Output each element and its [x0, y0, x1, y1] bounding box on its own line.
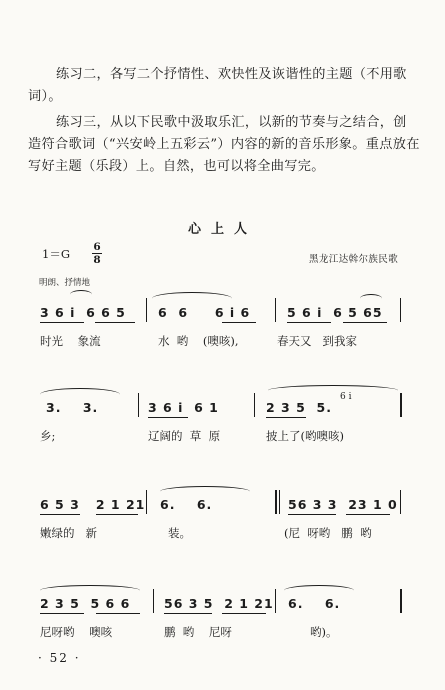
barline — [275, 298, 276, 322]
meter-top: 6 — [93, 241, 101, 253]
beam — [40, 514, 80, 515]
barline — [153, 589, 154, 613]
exercise-three-paragraph: 练习三，从以下民歌中汲取乐汇，以新的节奏与之结合，创造符合歌词（“兴安岭上五彩云”）内容的新的音乐形象。重点放在写好主题（乐段）上。自然，也可以将全曲写完。 — [28, 115, 420, 174]
lyric-line: 水 哟 (噢咳), — [158, 334, 239, 348]
measure-notes: 6. 6. — [288, 596, 341, 611]
exercise-two-paragraph: 练习二，各写二个抒情性、欢快性及诙谐性的主题（不用歌词）。 — [28, 67, 407, 104]
barline — [146, 298, 147, 322]
slur — [284, 585, 354, 596]
measure-notes: 2 3 5 5 6 6 — [40, 596, 131, 611]
song-source: 黑龙江达斡尔族民歌 — [309, 254, 399, 265]
beam — [287, 322, 331, 323]
beam — [40, 322, 84, 323]
measure-notes: 6 5 3 2 1 21 — [40, 497, 146, 512]
beam — [96, 613, 140, 614]
measure-notes: 56 3 3 23 1 0 — [288, 497, 398, 512]
barline — [138, 393, 139, 417]
grace-notes: 6 i — [340, 392, 352, 402]
beam — [164, 613, 212, 614]
measure-notes: 5 6 i 6 5 65 — [287, 305, 383, 320]
meter-bottom: 8 — [93, 254, 101, 266]
barline — [275, 490, 277, 514]
beam — [222, 322, 256, 323]
barline — [275, 589, 276, 613]
key-signature: 1＝G — [42, 247, 71, 261]
lyric-line: 装。 — [168, 526, 191, 540]
beam — [266, 417, 306, 418]
lyric-line: 嫩绿的 新 — [40, 526, 97, 540]
measure-notes: 3 6 i 6 1 — [148, 400, 219, 415]
lyric-line: 尼呀哟 噢咳 — [40, 625, 113, 639]
beam — [40, 613, 84, 614]
beam — [148, 417, 188, 418]
lyric-line: 披上了(哟噢咳) — [266, 429, 344, 443]
lyric-line: 哟)。 — [310, 625, 338, 639]
tempo-marking: 明朗、抒情地 — [39, 278, 91, 288]
lyric-line: 春天又 到我家 — [277, 334, 357, 348]
lyric-line: (尼 呀哟 鹏 哟 — [284, 526, 372, 540]
beam — [95, 322, 135, 323]
measure-notes: 2 3 5 5. — [266, 400, 332, 415]
song-title: 心上人 — [187, 222, 257, 237]
barline — [400, 589, 402, 613]
measure-notes: 3 6 i 6 6 5 — [40, 305, 126, 320]
barline — [146, 490, 147, 514]
slur — [152, 292, 232, 305]
beam — [222, 613, 266, 614]
measure-notes: 56 3 5 2 1 21 — [164, 596, 274, 611]
beam — [343, 322, 387, 323]
measure-notes: 6 6 6 i 6 — [158, 305, 251, 320]
time-signature — [92, 242, 102, 265]
lyric-line: 乡; — [40, 429, 56, 443]
barline — [400, 298, 401, 322]
beam — [96, 514, 138, 515]
barline — [279, 490, 280, 514]
slur — [268, 385, 398, 396]
slur — [160, 486, 250, 497]
slur — [40, 585, 140, 596]
lyric-line: 时光 象流 — [40, 334, 101, 348]
lyric-line: 辽阔的 草 原 — [148, 429, 221, 443]
measure-notes: 6. 6. — [160, 497, 213, 512]
barline — [254, 393, 255, 417]
slur — [360, 294, 382, 303]
measure-notes: 3. 3. — [46, 400, 99, 415]
page-number: · 52 · — [38, 651, 81, 665]
slur — [70, 290, 92, 299]
beam — [288, 514, 336, 515]
barline — [400, 490, 401, 514]
beam — [346, 514, 390, 515]
lyric-line: 鹏 哟 尼呀 — [164, 625, 232, 639]
barline — [400, 393, 402, 417]
